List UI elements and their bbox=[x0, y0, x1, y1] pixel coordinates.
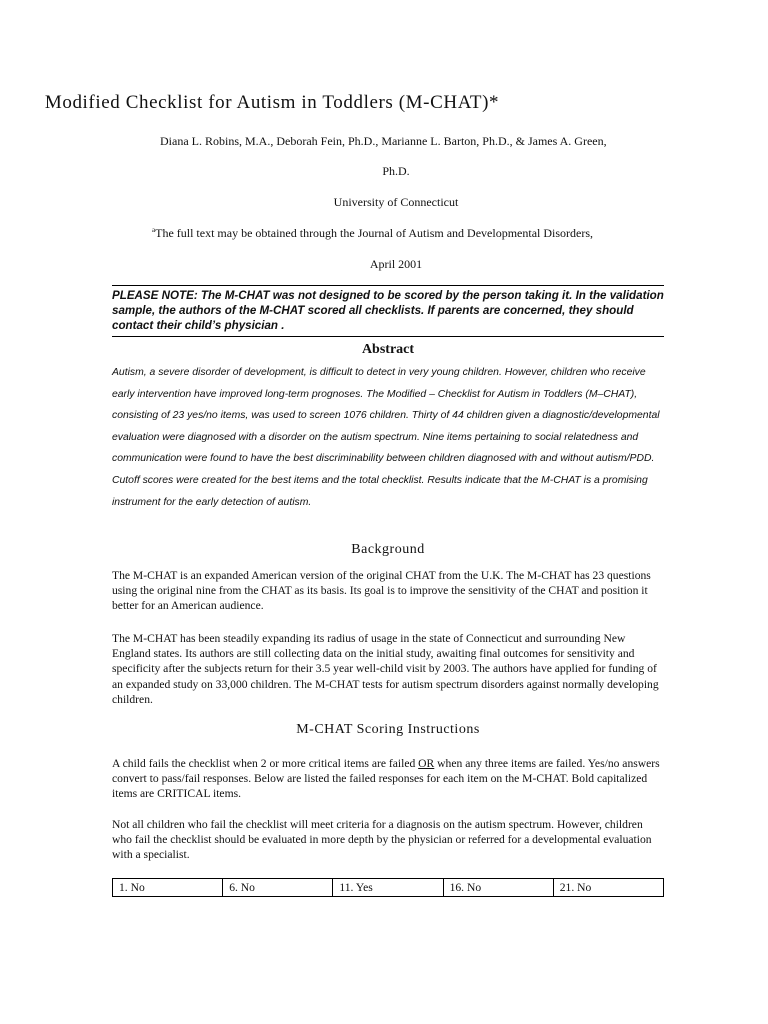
scoring-heading: M-CHAT Scoring Instructions bbox=[296, 722, 480, 737]
failed-responses-table bbox=[112, 878, 664, 897]
affiliation: University of Connecticut bbox=[333, 195, 459, 209]
scoring-paragraph-1 bbox=[112, 756, 664, 802]
table-cell: 11. Yes bbox=[333, 879, 443, 897]
authors-line: Diana L. Robins, M.A., Deborah Fein, Ph.D., Marianne L. Barton, Ph.D., & James A. Green, bbox=[160, 134, 607, 148]
publication-date: April 2001 bbox=[369, 257, 423, 271]
background-paragraph-2: The M-CHAT has been steadily expanding its radius of usage in the state of Connecticut and surrounding New England states. Its authors are still collecting data on the initial study, awaiting final outcomes for sensitivity and specificity after the subjects return for their 3.5 year well-child visit by 2003. The authors have applied for funding of an expanded study on 33,000 children. The M-CHAT tests for autism spectrum disorders against normally developing children. bbox=[112, 632, 659, 706]
table-cell: 21. No bbox=[553, 879, 663, 897]
scoring-paragraph-2: Not all children who fail the checklist will meet criteria for a diagnosis on the autism spectrum. However, children who fail the checklist should be evaluated in more depth by the physician or referred for a developmental evaluation with a specialist. bbox=[112, 818, 652, 862]
fulltext-note-text: The full text may be obtained through the Journal of Autism and Developmental Disorders, bbox=[155, 226, 594, 240]
scoring-text-before: A child fails the checklist when 2 or more critical items are failed bbox=[112, 757, 419, 770]
table-cell: 16. No bbox=[443, 879, 553, 897]
footnote-marker: a bbox=[152, 226, 156, 234]
abstract-heading: Abstract bbox=[361, 342, 415, 357]
background-heading: Background bbox=[351, 542, 425, 557]
abstract-text: Autism, a severe disorder of development, is difficult to detect in very young children. However, children who receive early intervention have improved long-term prognoses. The Modified – Checklist for Autism in Toddlers (M–CHAT), consisting of 23 yes/no items, was used to screen 1076 children. Thirty of 44 children given a diagnostic/developmental evaluation were diagnosed with a disorder on the autism spectrum. Nine items pertaining to social relatedness and communication were found to have the best discriminability between children diagnosed with and without autism/PDD. Cutoff scores were created for the best items and the total checklist. Results indicate that the M-CHAT is a promising instrument for the early detection of autism. bbox=[112, 367, 660, 508]
fulltext-note bbox=[152, 226, 672, 241]
table-cell: 6. No bbox=[223, 879, 333, 897]
background-paragraph-1: The M-CHAT is an expanded American version of the original CHAT from the U.K. The M-CHAT has 23 questions using the original nine from the CHAT as its basis. Its goal is to improve the sensitivity of the CHAT and position it better for an American audience. bbox=[112, 569, 651, 613]
please-note-box: PLEASE NOTE: The M-CHAT was not designed to be scored by the person taking it. In the validation sample, the authors of the M-CHAT scored all checklists. If parents are concerned, they should contact their child’s physician . bbox=[112, 285, 664, 337]
document-title: Modified Checklist for Autism in Toddlers (M-CHAT)* bbox=[44, 92, 500, 113]
table-row bbox=[113, 879, 664, 897]
table-cell: 1. No bbox=[113, 879, 223, 897]
authors-continued: Ph.D. bbox=[382, 164, 410, 178]
scoring-text-after: when any three items are failed. Yes/no answers convert to pass/fail responses. Below are listed the failed responses for each item on the M-CHAT. Bold capitalized items are CRITICAL items. bbox=[112, 757, 660, 801]
or-emphasis: OR bbox=[418, 757, 435, 770]
